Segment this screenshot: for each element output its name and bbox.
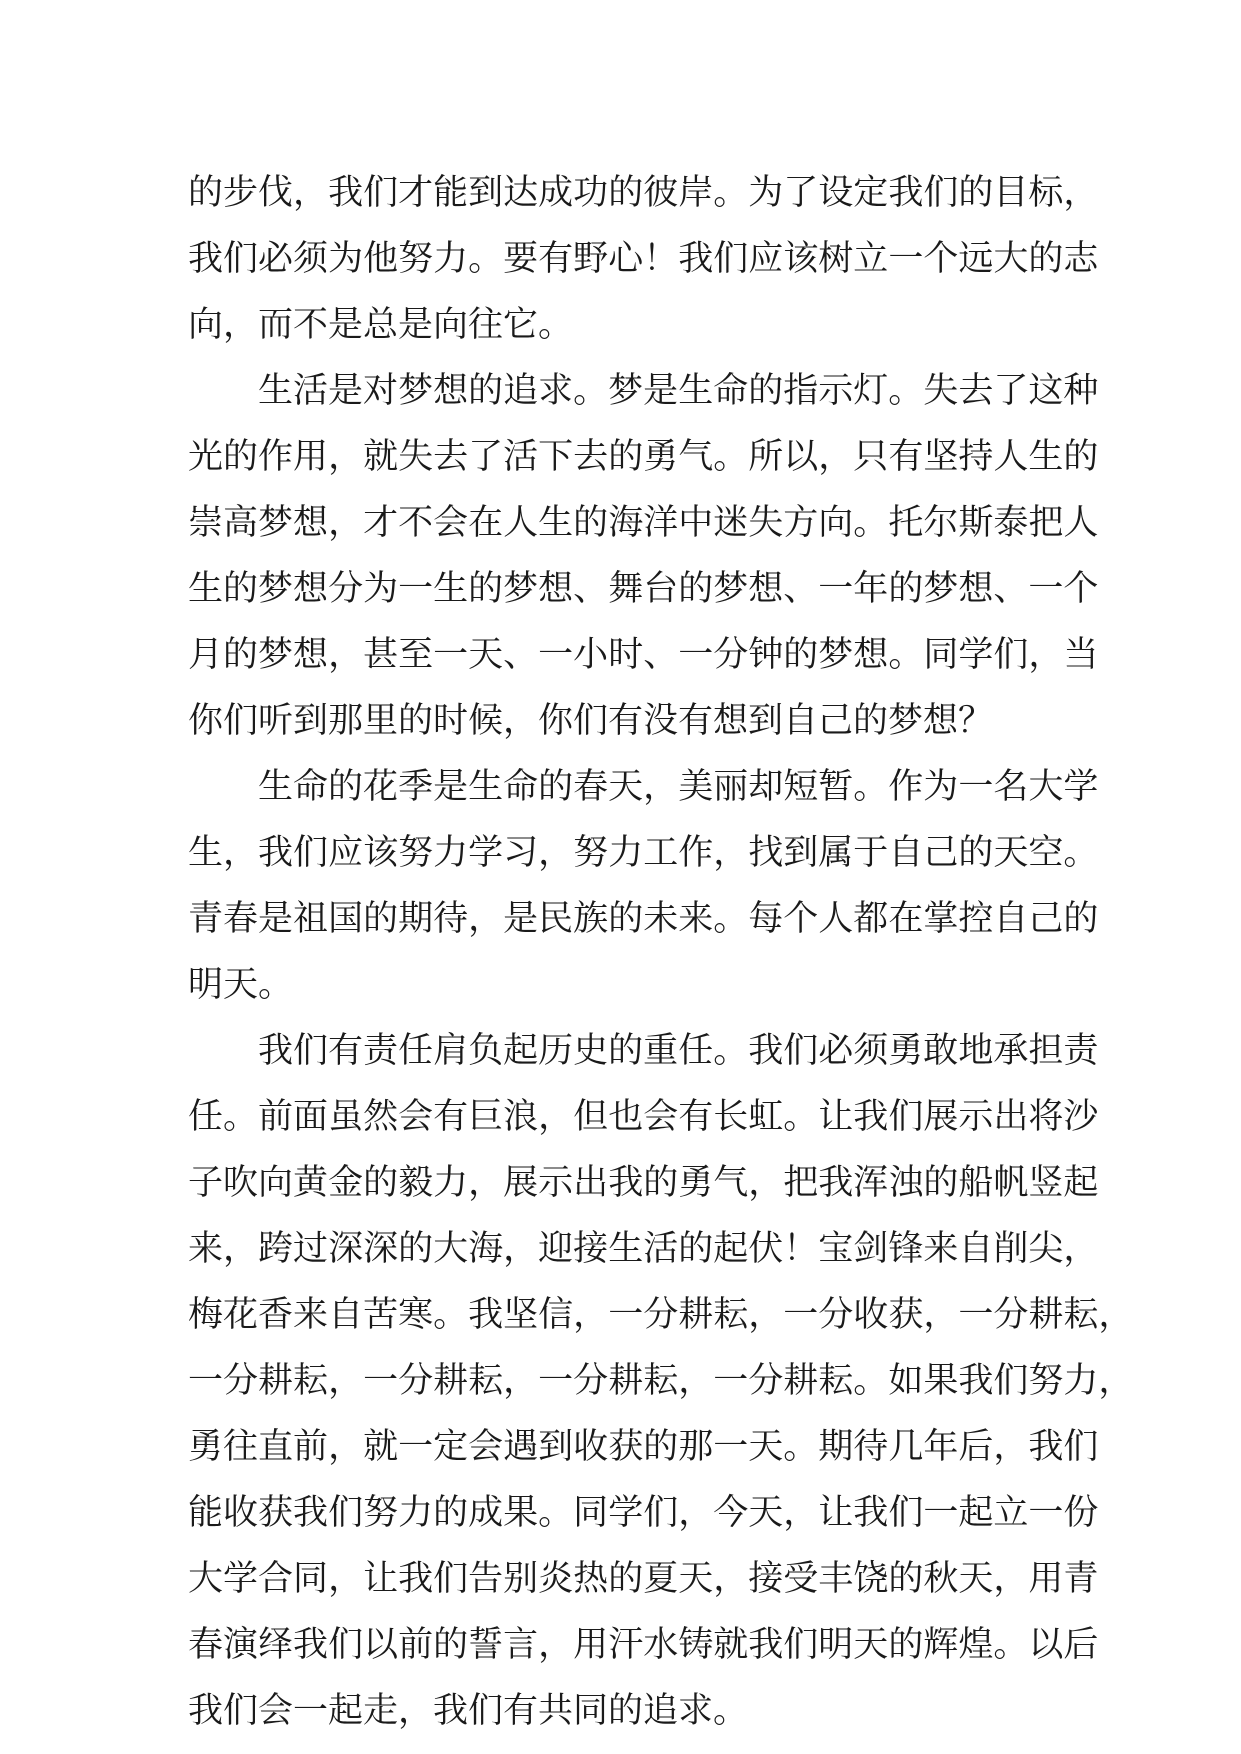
text-line: 生 的 梦 想 分 为 一 生 的 梦 想 、 舞 台 的 梦 想 、 一 年 的 梦 想 、 一 个 — [188, 569, 1099, 609]
text-line: 梅 花 香 来 自 苦 寒 。 我 坚 信 ， 一 分 耕 耘 ， 一 分 收 获 ， 一 分 耕 耘 ， — [188, 1295, 1134, 1335]
text-line: 崇 高 梦 想 ， 才 不 会 在 人 生 的 海 洋 中 迷 失 方 向 。 托 尔 斯 泰 把 人 — [188, 503, 1099, 543]
text-line: 青 春 是 祖 国 的 期 待 ， 是 民 族 的 未 来 。 每 个 人 都 在 掌 控 自 己 的 — [188, 899, 1099, 939]
text-line: 我 们 有 责 任 肩 负 起 历 史 的 重 任 。 我 们 必 须 勇 敢 地 承 担 责 — [258, 1031, 1099, 1071]
text-line: 明天。 — [188, 965, 294, 1005]
text-line: 月 的 梦 想 ， 甚 至 一 天 、 一 小 时 、 一 分 钟 的 梦 想 。 同 学 们 ， 当 — [188, 635, 1099, 675]
text-line: 子 吹 向 黄 金 的 毅 力 ， 展 示 出 我 的 勇 气 ， 把 我 浑 浊 的 船 帆 竖 起 — [188, 1163, 1099, 1203]
text-line: 我 们 必 须 为 他 努 力 。 要 有 野 心 ！ 我 们 应 该 树 立 一 个 远 大 的 志 — [188, 239, 1099, 279]
text-line: 大 学 合 同 ， 让 我 们 告 别 炎 热 的 夏 天 ， 接 受 丰 饶 的 秋 天 ， 用 青 — [188, 1559, 1099, 1599]
text-line: 我们会一起走，我们有共同的追求。 — [188, 1691, 749, 1731]
text-line: 你们听到那里的时候，你们有没有想到自己的梦想？ — [188, 701, 994, 741]
text-line: 能 收 获 我 们 努 力 的 成 果 。 同 学 们 ， 今 天 ， 让 我 们 一 起 立 一 份 — [188, 1493, 1099, 1533]
text-line: 生 ， 我 们 应 该 努 力 学 习 ， 努 力 工 作 ， 找 到 属 于 自 己 的 天 空 。 — [188, 833, 1099, 873]
text-line: 生 活 是 对 梦 想 的 追 求 。 梦 是 生 命 的 指 示 灯 。 失 去 了 这 种 — [258, 371, 1099, 411]
text-line: 勇 往 直 前 ， 就 一 定 会 遇 到 收 获 的 那 一 天 。 期 待 几 年 后 ， 我 们 — [188, 1427, 1099, 1467]
text-line: 春 演 绎 我 们 以 前 的 誓 言 ， 用 汗 水 铸 就 我 们 明 天 的 辉 煌 。 以 后 — [188, 1625, 1099, 1665]
text-line: 光 的 作 用 ， 就 失 去 了 活 下 去 的 勇 气 。 所 以 ， 只 有 坚 持 人 生 的 — [188, 437, 1099, 477]
text-line: 向，而不是总是向往它。 — [188, 305, 574, 345]
text-line: 的 步 伐 ， 我 们 才 能 到 达 成 功 的 彼 岸 。 为 了 设 定 我 们 的 目 标 ， — [188, 173, 1099, 213]
text-line: 任 。 前 面 虽 然 会 有 巨 浪 ， 但 也 会 有 长 虹 。 让 我 们 展 示 出 将 沙 — [188, 1097, 1099, 1137]
text-line: 一 分 耕 耘 ， 一 分 耕 耘 ， 一 分 耕 耘 ， 一 分 耕 耘 。 如 果 我 们 努 力 ， — [188, 1361, 1134, 1401]
text-line: 来 ， 跨 过 深 深 的 大 海 ， 迎 接 生 活 的 起 伏 ！ 宝 剑 锋 来 自 削 尖 ， — [188, 1229, 1099, 1269]
text-line: 生 命 的 花 季 是 生 命 的 春 天 ， 美 丽 却 短 暂 。 作 为 一 名 大 学 — [258, 767, 1099, 807]
body-text — [188, 160, 1134, 1744]
